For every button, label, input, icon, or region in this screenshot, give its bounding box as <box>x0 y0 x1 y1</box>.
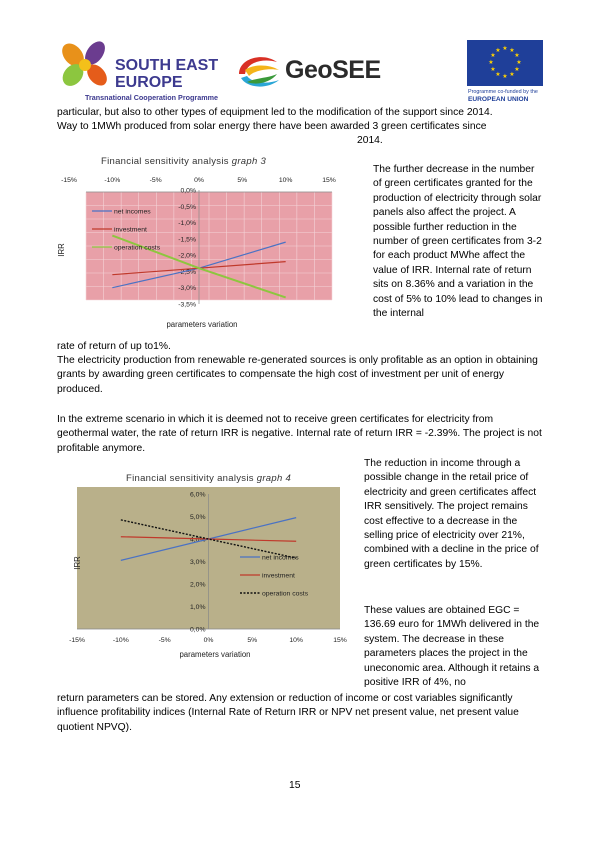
chart-4-y-tick-label: 2,0% <box>190 581 206 589</box>
paragraph-1-line-3: 2014. <box>357 135 383 146</box>
chart-4-y-tick-label: 4,0% <box>190 536 206 544</box>
chart-3-title <box>101 156 266 167</box>
chart-3-y-tick-label: -0,5% <box>178 203 196 211</box>
svg-text:★: ★ <box>490 52 496 59</box>
float-text-2a: The reduction in income through a possible change in the retail price of electricity and green certificates affect IRR sensitively. The project remains cost effective to a decrease in the selling price of electricity over 21%, combined with a decline in the price of green certificates by 15%. <box>364 458 539 570</box>
chart-3-y-tick-label: -1,0% <box>178 220 196 228</box>
chart-4-x-tick-label: -15% <box>69 637 85 644</box>
float-text-1: The further decrease in the number of green certificates granted for the production of electricity through solar panels also affect the project. A possible further reduction in the number of green certificates from 3-2 for each product MWhe affect the value of IRR. Internal rate of return sits on 8.36% and a variation in the cost of 5% to 10% lead to changes in the internal <box>373 164 543 320</box>
svg-text:★: ★ <box>488 59 494 66</box>
chart-4-x-tick-label: 0% <box>203 637 214 644</box>
chart-3-legend-label-1: net incomes <box>114 208 151 216</box>
svg-text:★: ★ <box>490 66 496 73</box>
chart-3-y-tick-label: -3,5% <box>178 301 196 309</box>
chart-4-x-tick-label: 15% <box>333 637 347 644</box>
chart-3-x-tick-label: -10% <box>104 177 121 184</box>
chart-4-x-axis-label: parameters variation <box>179 650 251 659</box>
svg-text:★: ★ <box>509 47 515 54</box>
chart-3-y-tick-label: 0,0% <box>180 187 196 195</box>
float-text-2b: These values are obtained EGC = 136.69 euro for 1MWh delivered in the system. The decrease in these parameters places the project in the uneconomic area. Although it retains a positive IRR of 4%, no <box>364 605 540 689</box>
chart-4-y-tick-label: 5,0% <box>190 514 206 521</box>
chart-3-x-tick-label: 0% <box>194 177 204 184</box>
chart-4-x-tick-label: -5% <box>158 637 171 644</box>
chart-4-y-axis-label: IRR <box>73 556 82 570</box>
page-number: 15 <box>289 780 301 791</box>
paragraph-3: The electricity production from renewable re-generated sources is only profitable as an option in obtaining grants by awarding green certificates to compensate the high cost of investment per unit of energy produced. <box>57 355 538 395</box>
chart-3-y-axis-label: IRR <box>57 243 66 257</box>
chart-4-y-tick-label: 0,0% <box>190 626 206 634</box>
chart-3-x-tick-label: 15% <box>322 177 336 184</box>
programme-name-line2: EUROPE <box>115 74 183 91</box>
chart-4-x-tick-label: 10% <box>289 637 303 644</box>
chart-4-legend-label-3: operation costs <box>262 590 309 598</box>
eu-logo <box>465 40 545 104</box>
chart-3-title-main: Financial sensitivity analysis <box>101 156 232 167</box>
chart-4-y-tick-label: 6,0% <box>190 491 206 499</box>
chart-4-y-tick-label: 3,0% <box>190 559 206 566</box>
chart-3-x-tick-label: -5% <box>149 177 162 184</box>
svg-text:★: ★ <box>514 52 520 59</box>
paragraph-2-line-1: rate of return of up to1%. <box>57 341 171 352</box>
chart-3-x-tick-label: 5% <box>237 177 248 184</box>
chart-4-legend-label-2: investment <box>262 572 295 580</box>
chart-3-y-tick-label: -2,0% <box>178 252 196 260</box>
eu-caption-line2: EUROPEAN UNION <box>468 96 529 103</box>
svg-text:★: ★ <box>514 66 520 73</box>
eu-caption-line1: Programme co-funded by the <box>468 89 538 95</box>
paragraph-4: In the extreme scenario in which it is deemed not to receive green certificates for electricity from geothermal water, the rate of return IRR is negative. Internal rate of return IRR = -2.39%. The project is not profitable anymore. <box>57 414 542 454</box>
svg-text:★: ★ <box>509 71 515 78</box>
svg-text:★: ★ <box>516 59 522 66</box>
chart-3-y-tick-label: -2,5% <box>178 268 196 276</box>
geosee-logo <box>233 48 393 98</box>
svg-text:★: ★ <box>502 45 508 52</box>
chart-3-legend-label-2: investment <box>114 226 147 234</box>
eu-flag-icon <box>467 40 543 86</box>
chart-4-title-main: Financial sensitivity analysis <box>126 473 257 484</box>
svg-text:★: ★ <box>495 71 501 78</box>
svg-text:★: ★ <box>502 73 508 80</box>
geosee-swirl-icon <box>233 48 285 96</box>
chart-4-x-tick-label: -10% <box>112 637 129 644</box>
programme-subtitle: Transnational Cooperation Programme <box>85 93 218 102</box>
programme-logo <box>55 38 230 104</box>
chart-3-x-tick-label: 10% <box>278 177 293 184</box>
chart-4-x-tick-label: 5% <box>247 637 258 644</box>
chart-4-title-em: graph 4 <box>256 473 292 484</box>
chart-3-title-em: graph 3 <box>231 156 267 167</box>
geosee-wordmark: GeoSEE <box>285 56 381 84</box>
chart-4-legend-label-1: net incomes <box>262 554 299 562</box>
chart-3-x-tick-label: -15% <box>61 177 77 184</box>
chart-3-y-tick-label: -1,5% <box>178 236 196 244</box>
chart-4-y-tick-label: 1,0% <box>190 604 206 611</box>
svg-text:★: ★ <box>495 47 501 54</box>
chart-3-legend-label-3: operation costs <box>114 244 161 252</box>
paragraph-1-line-2: Way to 1MWh produced from solar energy there have been awarded 3 green certificates since <box>57 121 487 132</box>
chart-4-title <box>126 473 291 484</box>
chart-3 <box>52 170 352 335</box>
chart-3-y-tick-label: -3,0% <box>178 285 196 293</box>
chart-3-x-axis-label: parameters variation <box>166 320 238 329</box>
programme-name-line1: SOUTH EAST <box>115 57 219 74</box>
chart-4 <box>52 485 357 665</box>
paragraph-1-line-1: particular, but also to other types of equipment led to the modification of the support since 2014. <box>57 107 493 118</box>
paragraph-5: return parameters can be stored. Any extension or reduction of income or cost variables significantly influence profitability indices (Internal Rate of Return IRR or NPV net present value, net present value quotient NPVQ). <box>57 693 519 733</box>
